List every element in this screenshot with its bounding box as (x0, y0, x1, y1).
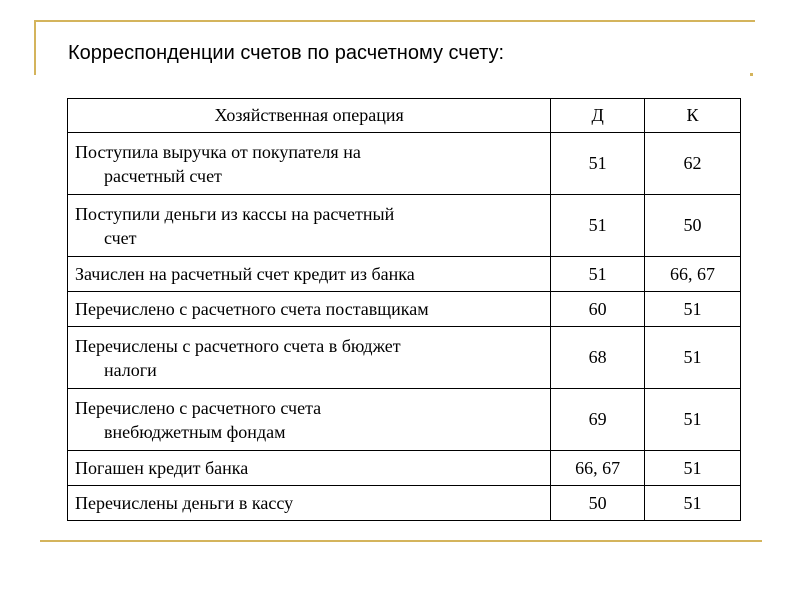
table-row (68, 257, 741, 292)
slide-title: Корреспонденции счетов по расчетному счету: (68, 42, 505, 64)
debit-cell: 66, 67 (551, 451, 645, 486)
debit-cell: 51 (551, 133, 645, 195)
operation-cell (68, 133, 551, 195)
operation-text: Поступили деньги из кассы на расчетный (75, 203, 395, 224)
header-credit: К (645, 99, 741, 133)
operation-text: Перечислены деньги в кассу (75, 493, 294, 513)
debit-cell: 69 (551, 389, 645, 451)
operation-text-continued: расчетный счет (104, 165, 222, 186)
header-debit: Д (551, 99, 645, 133)
table-row (68, 486, 741, 521)
operation-cell (68, 195, 551, 257)
accent-line-top (34, 20, 755, 22)
operation-cell (68, 451, 551, 486)
operation-cell (68, 389, 551, 451)
table-row (68, 451, 741, 486)
credit-cell: 62 (645, 133, 741, 195)
debit-cell: 68 (551, 327, 645, 389)
operation-text: Поступила выручка от покупателя на (75, 141, 361, 162)
table-row (68, 195, 741, 257)
operation-text-continued: внебюджетным фондам (104, 421, 286, 442)
debit-cell: 50 (551, 486, 645, 521)
credit-cell: 51 (645, 451, 741, 486)
operation-text: Зачислен на расчетный счет кредит из банка (75, 264, 415, 284)
credit-cell: 51 (645, 486, 741, 521)
accounts-table (67, 98, 741, 521)
operation-text: Перечислено с расчетного счета поставщикам (75, 299, 429, 319)
operation-text-continued: счет (104, 227, 137, 248)
table-row (68, 327, 741, 389)
credit-cell: 51 (645, 327, 741, 389)
credit-cell: 66, 67 (645, 257, 741, 292)
operation-text-continued: налоги (104, 359, 157, 380)
table-row (68, 133, 741, 195)
operation-text: Погашен кредит банка (75, 458, 249, 478)
operation-cell (68, 327, 551, 389)
credit-cell: 50 (645, 195, 741, 257)
operation-cell (68, 486, 551, 521)
debit-cell: 51 (551, 195, 645, 257)
table-row (68, 292, 741, 327)
table-header-row (68, 99, 741, 133)
operation-cell (68, 292, 551, 327)
debit-cell: 51 (551, 257, 645, 292)
accent-line-left (34, 20, 36, 75)
debit-cell: 60 (551, 292, 645, 327)
accent-dot (750, 73, 753, 76)
header-operation: Хозяйственная операция (68, 99, 551, 133)
operation-text: Перечислены с расчетного счета в бюджет (75, 335, 401, 356)
credit-cell: 51 (645, 292, 741, 327)
operation-text: Перечислено с расчетного счета (75, 397, 322, 418)
accent-line-bottom (40, 540, 762, 542)
credit-cell: 51 (645, 389, 741, 451)
operation-cell (68, 257, 551, 292)
table-row (68, 389, 741, 451)
